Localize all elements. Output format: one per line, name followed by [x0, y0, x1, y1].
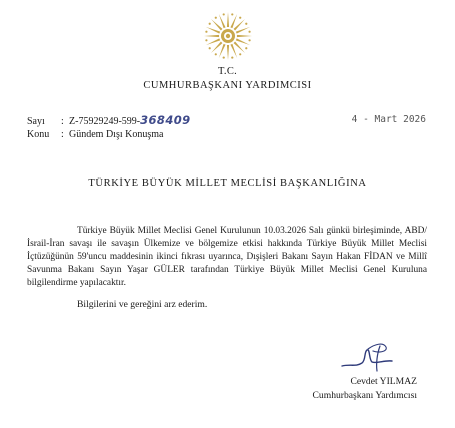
letterhead-tc: T.C. [217, 66, 238, 77]
signer-title: Cumhurbaşkanı Yardımcısı [312, 390, 417, 401]
subject-label: Konu [27, 129, 50, 140]
handwritten-signature [340, 340, 394, 374]
presidential-sun-emblem-icon [202, 10, 254, 62]
reference-number-separator: : [61, 116, 64, 127]
reference-number-handwritten: 368409 [140, 113, 191, 127]
reference-number-row [27, 114, 191, 128]
reference-number-label: Sayı [27, 116, 45, 127]
subject-value: Gündem Dışı Konuşma [69, 129, 164, 140]
letterhead-office: CUMHURBAŞKANI YARDIMCISI [143, 80, 312, 91]
subject-row [27, 128, 163, 141]
closing-line: Bilgilerini ve gereğini arz ederim. [77, 299, 208, 310]
addressee-heading: TÜRKİYE BÜYÜK MİLLET MECLİSİ BAŞKANLIĞINA [88, 178, 367, 189]
date-stamp: 4 - Mart 2026 [351, 114, 426, 125]
body-paragraph: Türkiye Büyük Millet Meclisi Genel Kurulunun 10.03.2026 Salı günkü birleşiminde, ABD/İsrail-İran savaşı ile savaşın Ülkemize ve bölgemize etkisi hakkında Türkiye Büyük Millet Meclisi İçtüzüğünün 59'uncu maddesinin ikinci fıkrası uyarınca, Dışişleri Bakanı Sayın Hakan FİDAN ve Millî Savunma Bakanı Sayın Yaşar GÜLER tarafından Türkiye Büyük Millet Meclisi Genel Kuruluna bilgilendirme yapılacaktır. [27, 226, 427, 288]
reference-number-printed: Z-75929249-599- [69, 116, 141, 127]
subject-separator: : [61, 129, 64, 140]
signer-name: Cevdet YILMAZ [350, 376, 417, 387]
